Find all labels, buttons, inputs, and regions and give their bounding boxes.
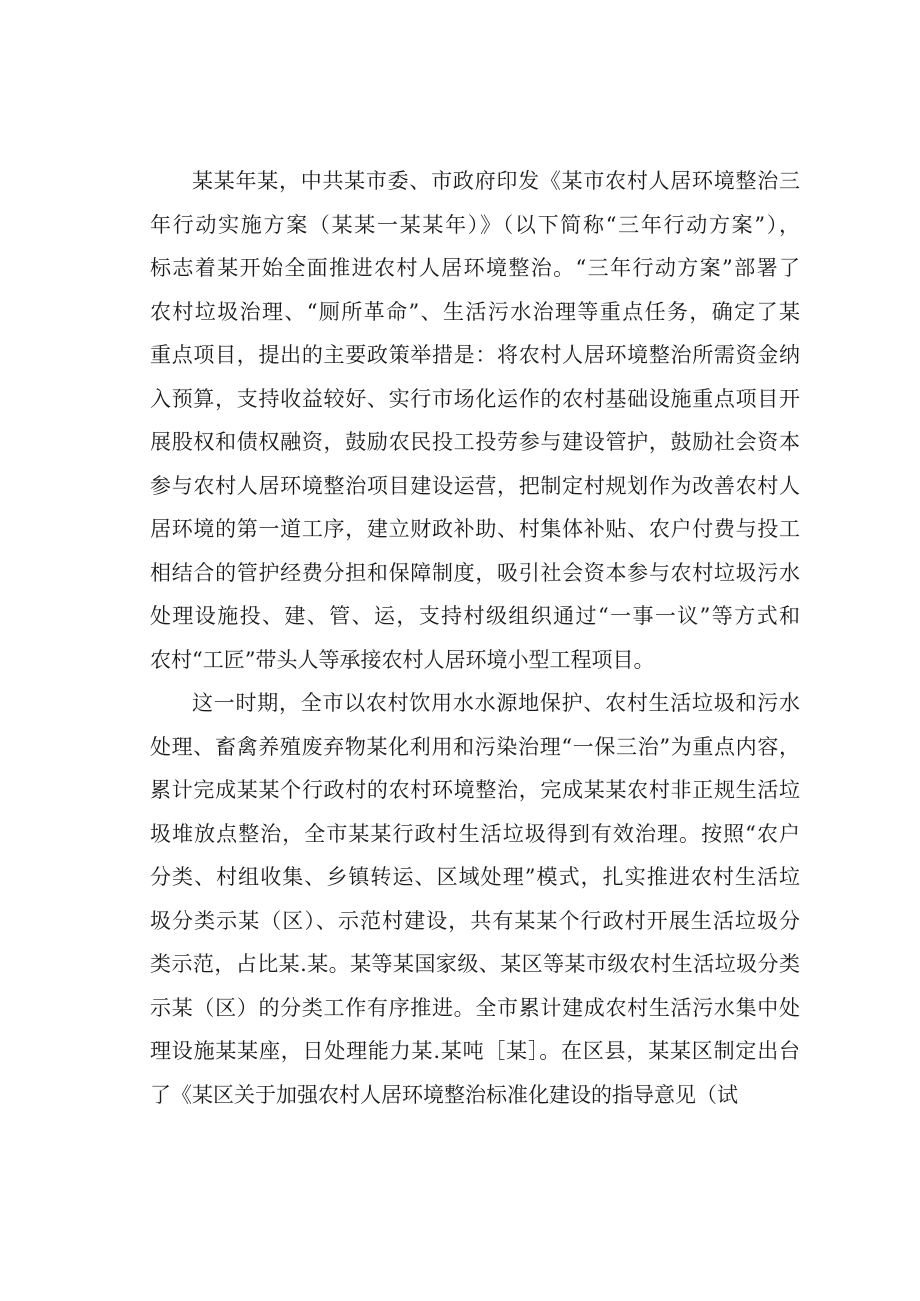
text-line: 年行动实施方案（某某一某某年）》（以下简称“三年行动方案”）， [150, 212, 800, 237]
text-line: 累计完成某某个行政村的农村环境整治，完成某某农村非正规生活垃 [150, 778, 800, 802]
document-body [150, 160, 800, 1117]
text-line: 类示范，占比某.某。某等某国家级、某区等某市级农村生活垃圾分类 [150, 952, 800, 976]
text-line: 理设施某某座，日处理能力某.某吨［某］。在区县，某某区制定出台 [150, 1039, 800, 1063]
text-line: 居环境的第一道工序，建立财政补助、村集体补贴、农户付费与投工 [150, 517, 800, 541]
text-line: 参与农村人居环境整治项目建设运营，把制定村规划作为改善农村人 [150, 473, 800, 498]
text-line: 处理、畜禽养殖废弃物某化利用和污染治理“一保三治”为重点内容， [150, 734, 800, 759]
text-line: 某某年某，中共某市委、市政府印发《某市农村人居环境整治三 [192, 169, 800, 193]
text-line: 圾分类示某（区）、示范村建设，共有某某个行政村开展生活垃圾分 [150, 908, 800, 933]
paragraph-2 [150, 682, 800, 1117]
text-line: 圾堆放点整治，全市某某行政村生活垃圾得到有效治理。按照“农户 [150, 821, 800, 846]
text-line: 分类、村组收集、乡镇转运、区域处理”模式，扎实推进农村生活垃 [150, 865, 800, 889]
paragraph-1 [150, 160, 800, 682]
text-line: 入预算，支持收益较好、实行市场化运作的农村基础设施重点项目开 [150, 386, 800, 411]
text-line: 相结合的管护经费分担和保障制度，吸引社会资本参与农村垃圾污水 [150, 560, 800, 585]
text-line: 标志着某开始全面推进农村人居环境整治。“三年行动方案”部署了 [150, 256, 800, 280]
text-line: 重点项目，提出的主要政策举措是：将农村人居环境整治所需资金纳 [150, 343, 800, 367]
text-line: 了《某区关于加强农村人居环境整治标准化建设的指导意见（试 [150, 1082, 738, 1107]
text-line: 处理设施投、建、管、运，支持村级组织通过“一事一议”等方式和 [150, 604, 800, 628]
text-line: 展股权和债权融资，鼓励农民投工投劳参与建设管护，鼓励社会资本 [150, 430, 800, 454]
text-line: 示某（区）的分类工作有序推进。全市累计建成农村生活污水集中处 [150, 995, 800, 1020]
text-line: 农村垃圾治理、“厕所革命”、生活污水治理等重点任务，确定了某 [150, 299, 800, 324]
text-line: 农村“工匠”带头人等承接农村人居环境小型工程项目。 [150, 647, 655, 672]
text-line: 这一时期，全市以农村饮用水水源地保护、农村生活垃圾和污水 [192, 691, 800, 715]
